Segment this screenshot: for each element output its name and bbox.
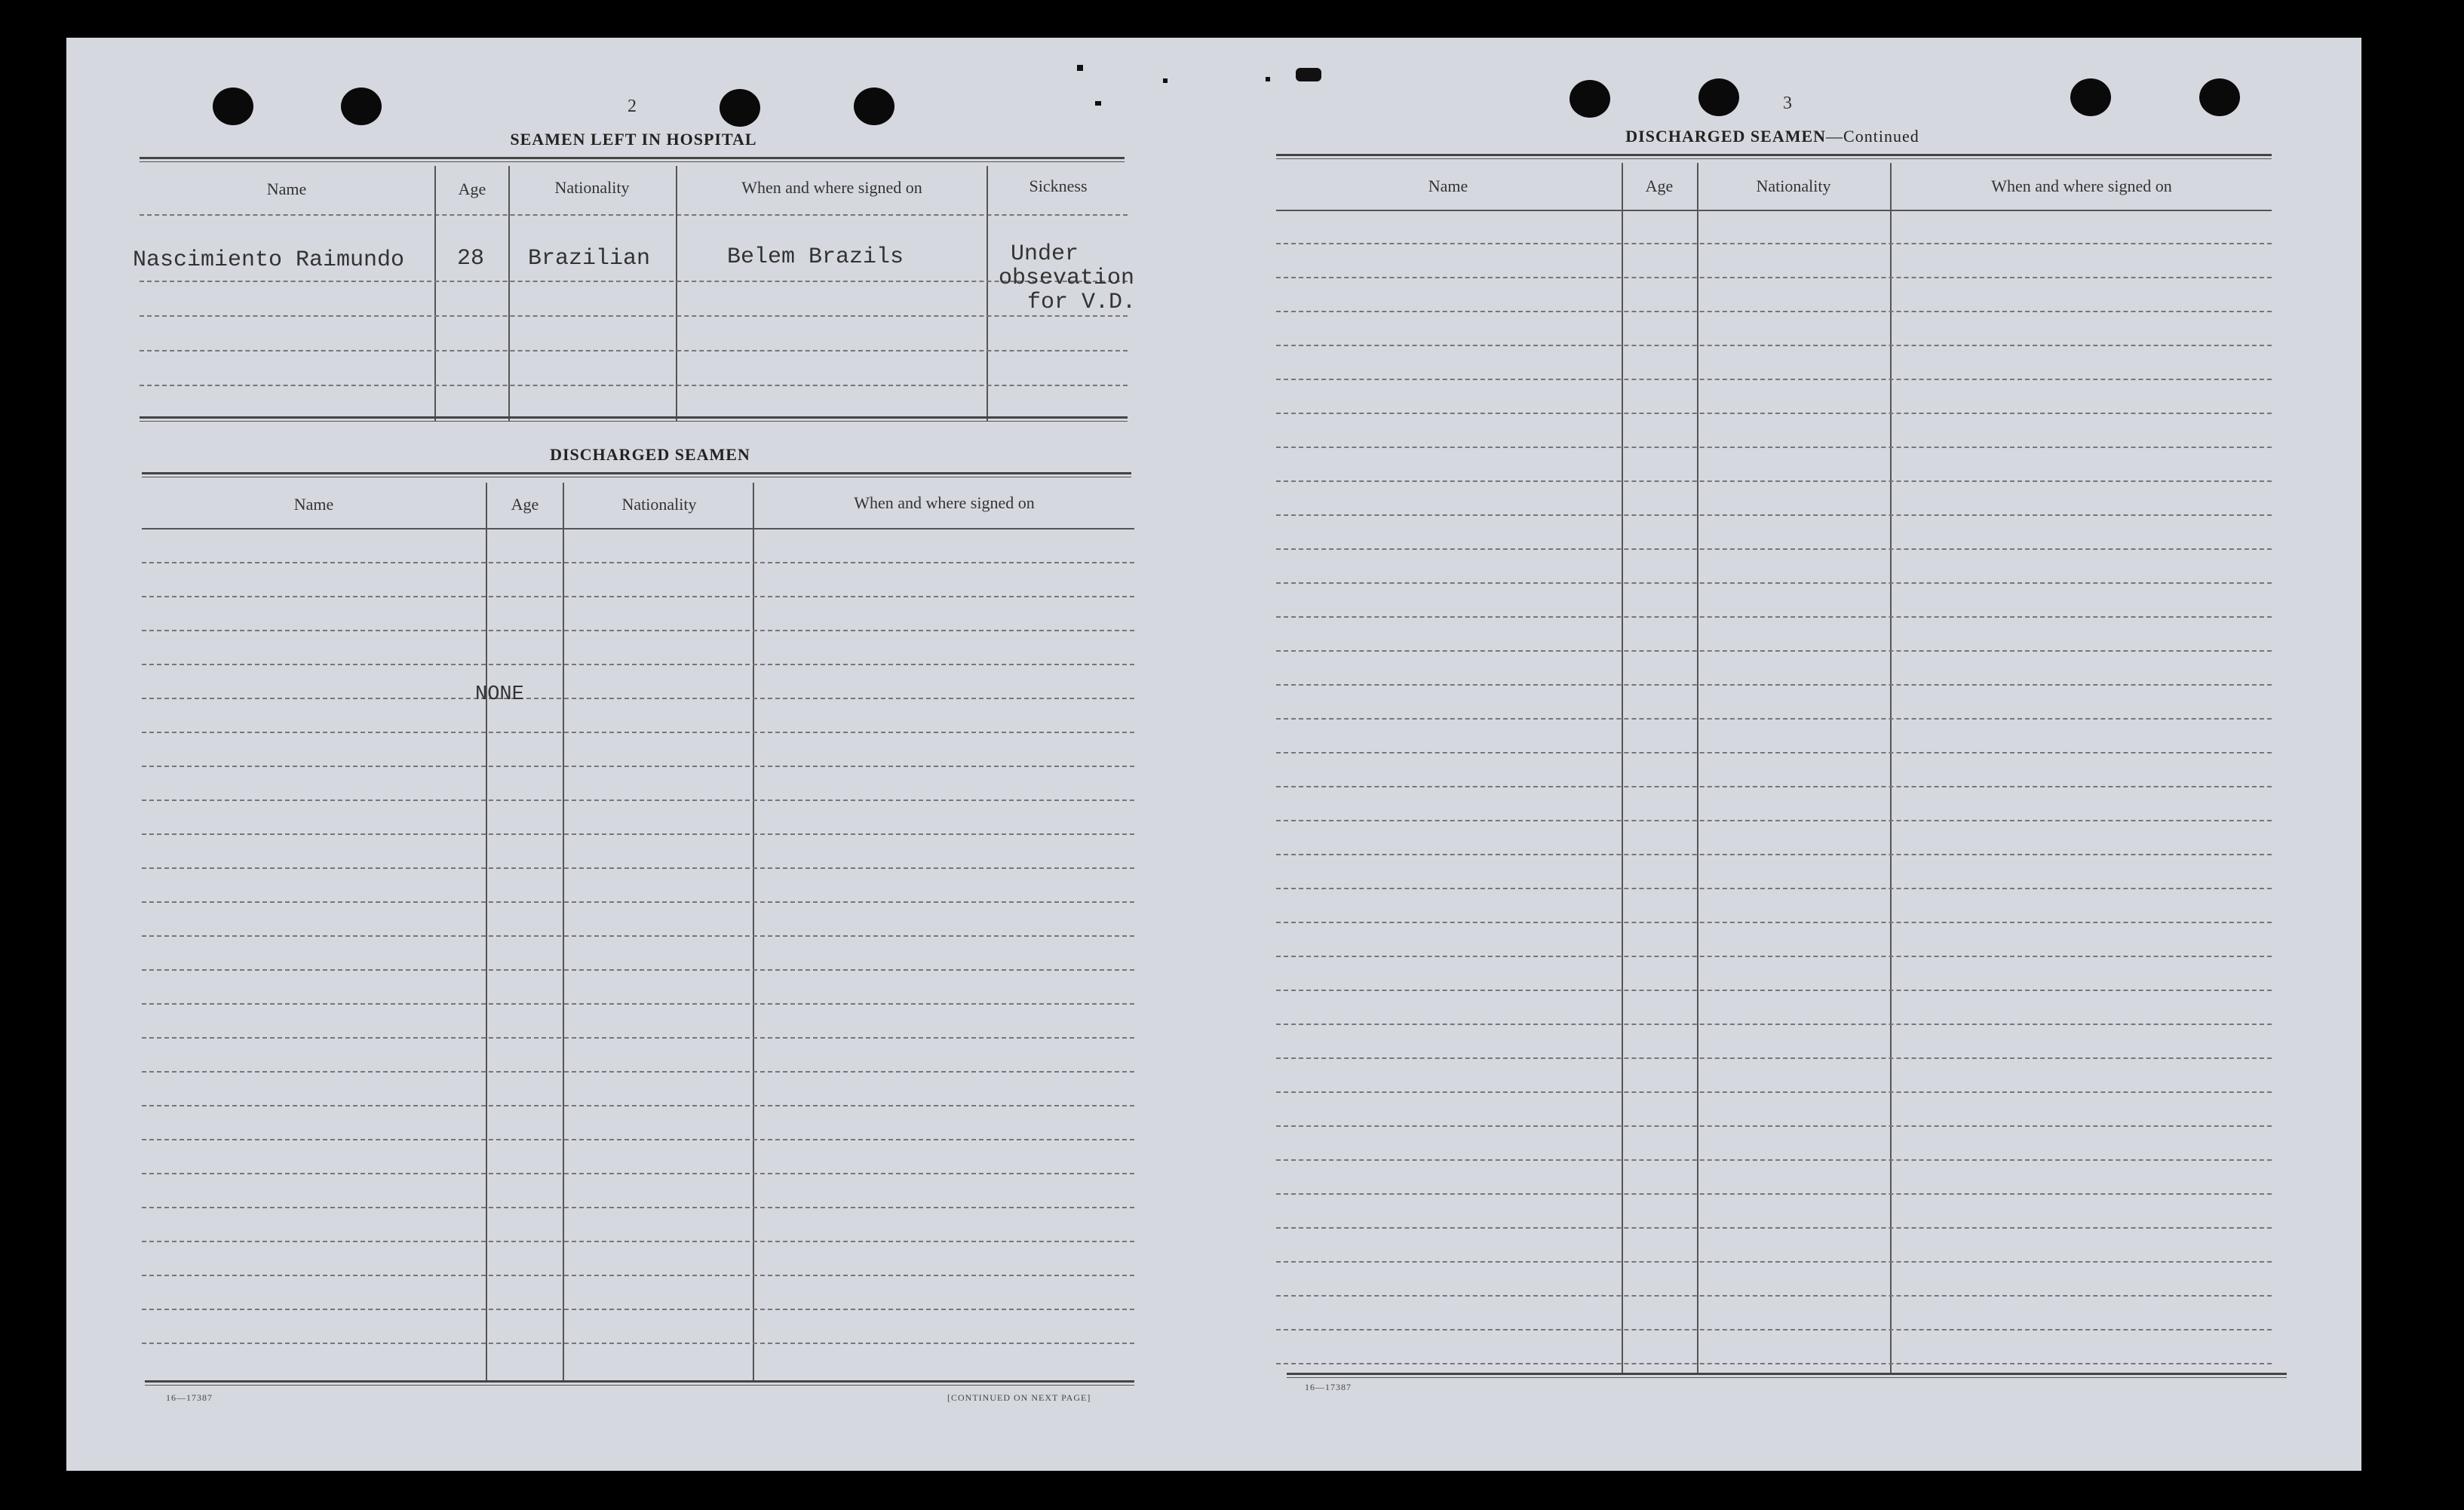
right-row-line	[1276, 684, 2272, 686]
right-row-line	[1276, 888, 2272, 889]
right-row-line	[1276, 922, 2272, 923]
page-number-right: 3	[1783, 94, 1792, 113]
discharged-row-line	[142, 1105, 1134, 1106]
right-row-line	[1276, 1295, 2272, 1297]
right-header-rule	[1276, 210, 2272, 211]
discharged-col-divider	[563, 483, 564, 1382]
right-row-line	[1276, 582, 2272, 584]
right-row-line	[1276, 345, 2272, 346]
right-row-line	[1276, 1261, 2272, 1263]
hospital-entry-nationality: Brazilian	[528, 246, 651, 272]
discharged-row-line	[142, 1309, 1134, 1310]
right-row-line	[1276, 1091, 2272, 1093]
discharged-row-line	[142, 1275, 1134, 1276]
right-row-line	[1276, 379, 2272, 380]
hospital-row-line	[140, 385, 1128, 386]
right-row-line	[1276, 854, 2272, 855]
hospital-entry-sickness-line2: obsevation	[999, 265, 1135, 291]
discharged-bottom-rule	[145, 1380, 1134, 1386]
right-section-title-main: DISCHARGED SEAMEN	[1625, 127, 1827, 146]
punch-hole-5	[1570, 80, 1610, 118]
hospital-header-rule	[140, 214, 1128, 216]
right-row-line	[1276, 1227, 2272, 1229]
discharged-col-age: Age	[511, 495, 539, 514]
discharged-header-rule	[142, 528, 1134, 529]
right-top-rule	[1276, 154, 2272, 159]
hospital-entry-name: Nascimiento Raimundo	[133, 247, 405, 273]
hospital-col-signed-on: When and where signed on	[741, 178, 922, 197]
right-row-line	[1276, 480, 2272, 482]
right-col-signed-on: When and where signed on	[1991, 176, 2172, 195]
right-row-line	[1276, 1329, 2272, 1330]
hospital-col-name: Name	[266, 180, 307, 198]
discharged-row-line	[142, 766, 1134, 767]
right-bottom-rule	[1287, 1373, 2287, 1378]
discharged-section-title: DISCHARGED SEAMEN	[550, 445, 750, 464]
discharged-row-line	[142, 596, 1134, 597]
discharged-col-signed-on: When and where signed on	[854, 493, 1035, 512]
hospital-top-rule	[140, 157, 1125, 162]
discharged-none-note: NONE	[475, 683, 524, 706]
discharged-row-line	[142, 901, 1134, 903]
hospital-col-divider	[676, 166, 677, 421]
right-row-line	[1276, 956, 2272, 957]
hospital-col-age: Age	[458, 180, 486, 198]
discharged-row-line	[142, 867, 1134, 869]
discharged-row-line	[142, 969, 1134, 971]
right-row-line	[1276, 718, 2272, 720]
discharged-row-line	[142, 935, 1134, 937]
hospital-col-divider	[508, 166, 510, 421]
punch-hole-2	[341, 87, 382, 125]
discharged-row-line	[142, 732, 1134, 733]
right-section-title-continued: —Continued	[1826, 127, 1919, 146]
punch-hole-8	[2199, 78, 2240, 116]
ink-speck	[1266, 77, 1270, 81]
hospital-col-divider	[434, 166, 436, 421]
hospital-col-nationality: Nationality	[554, 178, 630, 197]
right-row-line	[1276, 650, 2272, 652]
discharged-row-line	[142, 630, 1134, 631]
discharged-col-name: Name	[293, 495, 334, 514]
hospital-col-sickness: Sickness	[1029, 176, 1088, 195]
hospital-col-divider	[987, 166, 988, 421]
ink-speck	[1095, 101, 1101, 106]
discharged-row-line	[142, 1343, 1134, 1344]
right-row-line	[1276, 514, 2272, 516]
right-row-line	[1276, 752, 2272, 753]
right-section-title	[1584, 127, 1961, 146]
discharged-row-line	[142, 1071, 1134, 1073]
punch-hole-7	[2070, 78, 2111, 116]
right-row-line	[1276, 990, 2272, 991]
ink-speck	[1163, 78, 1168, 83]
punch-hole-4	[854, 87, 894, 125]
discharged-col-divider	[486, 483, 487, 1382]
ink-speck	[1296, 68, 1321, 81]
ink-speck	[1077, 65, 1083, 71]
hospital-section-title: SEAMEN LEFT IN HOSPITAL	[510, 130, 757, 149]
discharged-col-nationality: Nationality	[621, 495, 697, 514]
discharged-row-line	[142, 664, 1134, 665]
punch-hole-6	[1698, 78, 1739, 116]
right-row-line	[1276, 1159, 2272, 1161]
hospital-bottom-rule	[140, 416, 1128, 422]
right-row-line	[1276, 447, 2272, 448]
right-row-line	[1276, 1193, 2272, 1195]
right-row-line	[1276, 820, 2272, 821]
discharged-row-line	[142, 1037, 1134, 1039]
right-row-line	[1276, 1363, 2272, 1364]
right-row-line	[1276, 786, 2272, 787]
hospital-row-line	[140, 315, 1128, 317]
right-col-age: Age	[1645, 176, 1674, 195]
form-number-right: 16—17387	[1305, 1382, 1352, 1392]
continued-note: [CONTINUED ON NEXT PAGE]	[947, 1392, 1091, 1403]
form-number-left: 16—17387	[166, 1392, 213, 1403]
hospital-entry-sickness-line3: for V.D.	[1027, 290, 1137, 315]
right-row-line	[1276, 1024, 2272, 1025]
discharged-row-line	[142, 1139, 1134, 1140]
right-col-nationality: Nationality	[1756, 176, 1831, 195]
discharged-row-line	[142, 800, 1134, 801]
hospital-row-line	[140, 350, 1128, 351]
discharged-row-line	[142, 833, 1134, 835]
discharged-row-line	[142, 1173, 1134, 1174]
right-row-line	[1276, 243, 2272, 244]
right-row-line	[1276, 616, 2272, 618]
document-sheet	[66, 38, 2361, 1471]
hospital-entry-age: 28	[457, 246, 485, 272]
right-row-line	[1276, 311, 2272, 312]
right-row-line	[1276, 277, 2272, 278]
discharged-row-line	[142, 562, 1134, 563]
right-row-line	[1276, 548, 2272, 550]
punch-hole-1	[213, 87, 253, 125]
discharged-row-line	[142, 1207, 1134, 1208]
page-number-left: 2	[628, 97, 637, 116]
right-row-line	[1276, 1057, 2272, 1059]
discharged-row-line	[142, 698, 1134, 699]
discharged-row-line	[142, 1003, 1134, 1005]
right-row-line	[1276, 1125, 2272, 1127]
discharged-col-divider	[753, 483, 754, 1382]
hospital-entry-sickness-line1: Under	[1011, 241, 1079, 267]
discharged-row-line	[142, 1241, 1134, 1242]
discharged-top-rule	[142, 472, 1131, 477]
hospital-entry-signed-on: Belem Brazils	[727, 244, 904, 270]
right-col-name: Name	[1428, 176, 1468, 195]
right-row-line	[1276, 413, 2272, 414]
punch-hole-3	[720, 89, 760, 127]
hospital-row-line	[140, 281, 1128, 282]
